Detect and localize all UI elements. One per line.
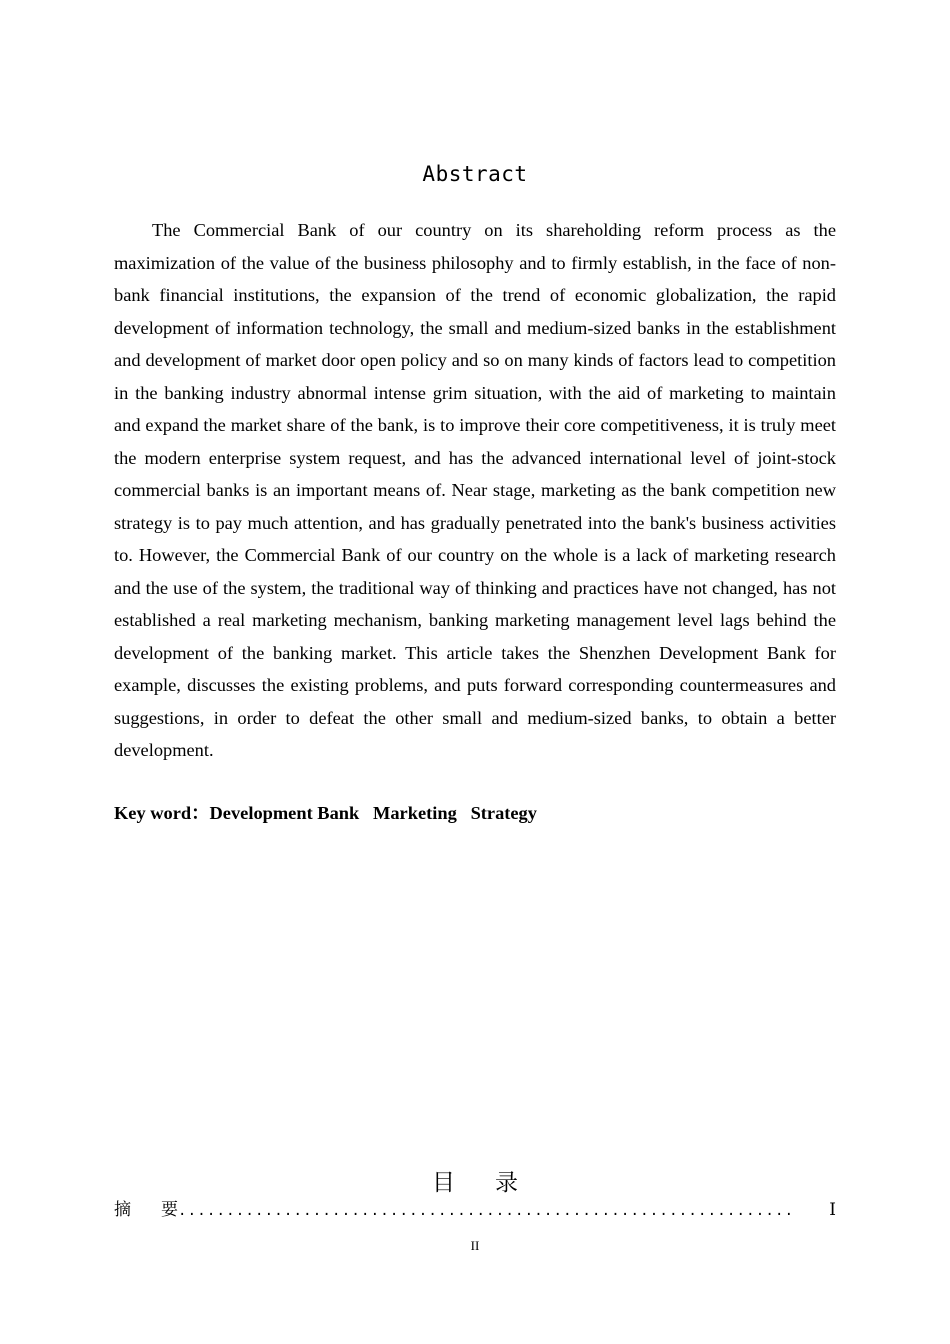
toc-title: 目录: [432, 1170, 558, 1196]
abstract-body: The Commercial Bank of our country on its shareholding reform process as the maximization of the value of the business philosophy and to firmly establish, in the face of non-bank financial institutions, the expansion of the trend of economic globalization, the rapid development of information technology, the small and medium-sized banks in the establishment and development of market door open policy and so on many kinds of factors lead to competition in the banking industry abnormal intense grim situation, with the aid of marketing to maintain and expand the market share of the bank, is to improve their core competitiveness, it is truly meet the modern enterprise system request, and has the advanced international level of joint-stock commercial banks is an important means of. Near stage, marketing as the bank competition new strategy is to pay much attention, and has gradually penetrated into the bank's business activities to. However, the Commercial Bank of our country on the whole is a lack of marketing research and the use of the system, the traditional way of thinking and practices have not changed, has not established a real marketing mechanism, banking marketing management level lags behind the development of the banking market. This article takes the Shenzhen Development Bank for example, discusses the existing problems, and puts forward corresponding countermeasures and suggestions, in order to defeat the other small and medium-sized banks, to obtain a better development.: [114, 220, 836, 760]
toc-entry-label-first: 摘: [114, 1200, 161, 1220]
abstract-title: Abstract: [422, 162, 528, 186]
keywords-list: Development Bank Marketing Strategy: [209, 803, 537, 823]
toc-entry-abstract[interactable]: [114, 1195, 836, 1221]
page-number: II: [470, 1238, 480, 1253]
keywords-line: [114, 799, 537, 825]
toc-entry-label: [114, 1195, 178, 1220]
keywords-label: Key word：: [114, 803, 210, 823]
toc-entry-label-last: 要: [161, 1200, 178, 1220]
toc-leader-dots: ................................................................: [178, 1203, 795, 1219]
toc-entry-page: I: [829, 1200, 836, 1220]
